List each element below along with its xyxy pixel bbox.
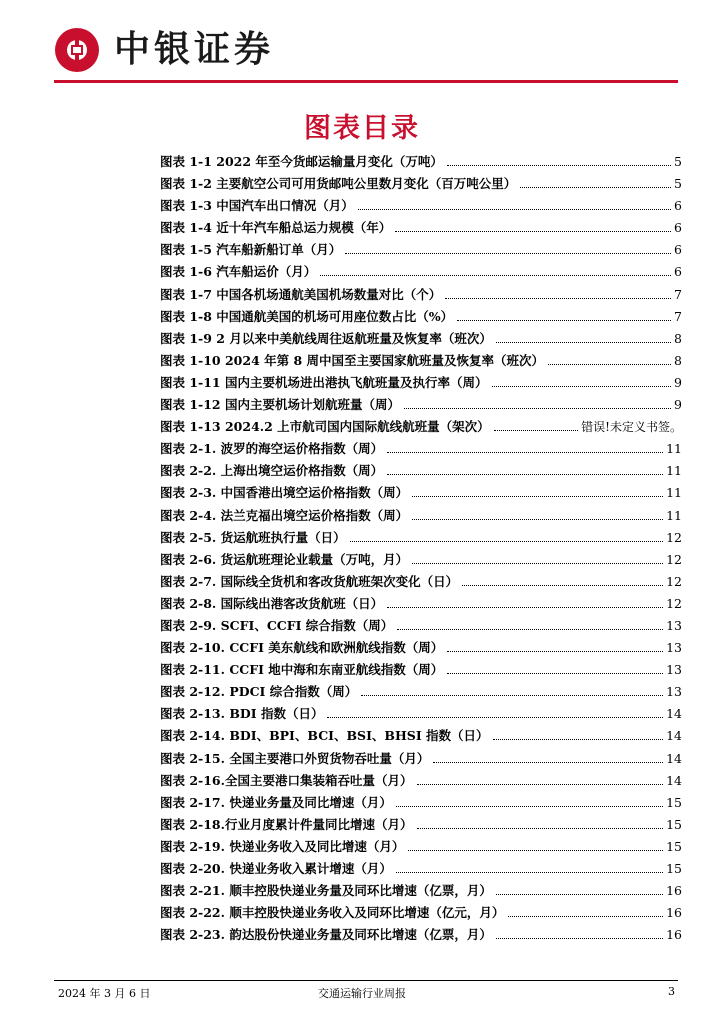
toc-entry-label: 图表 2-3. 中国香港出境空运价格指数（周）	[160, 485, 409, 501]
toc-entry-label: 图表 2-13. BDI 指数（日）	[160, 706, 324, 722]
toc-leader-dots	[412, 496, 663, 497]
toc-leader-dots	[387, 607, 663, 608]
toc-entry-page: 6	[674, 220, 682, 236]
toc-entry[interactable]	[160, 859, 682, 881]
toc-entry-page: 16	[666, 927, 682, 943]
toc-entry[interactable]	[160, 461, 682, 483]
toc-leader-dots	[320, 275, 671, 276]
header-divider	[54, 80, 678, 83]
toc-entry-label: 图表 2-22. 顺丰控股快递业务收入及同环比增速（亿元，月）	[160, 905, 505, 921]
toc-entry-page: 7	[674, 308, 682, 324]
toc-leader-dots	[520, 187, 671, 188]
toc-leader-dots	[494, 430, 578, 431]
toc-entry[interactable]	[160, 329, 682, 351]
toc-entry-label: 图表 2-19. 快递业务收入及同比增速（月）	[160, 838, 405, 854]
footer-divider	[54, 980, 678, 981]
toc-entry-page: 5	[674, 154, 682, 169]
toc-entry-label: 图表 2-9. SCFI、CCFI 综合指数（周）	[160, 617, 394, 633]
toc-leader-dots	[462, 585, 663, 586]
toc-entry-label: 图表 1-2 主要航空公司可用货邮吨公里数月变化（百万吨公里）	[160, 176, 517, 192]
toc-leader-dots	[417, 828, 664, 829]
toc-leader-dots	[433, 762, 663, 763]
toc-entry[interactable]	[160, 196, 682, 218]
footer-date: 2024 年 3 月 6 日	[58, 987, 151, 1000]
toc-entry-page: 8	[674, 330, 682, 346]
toc-entry-label: 图表 2-4. 法兰克福出境空运价格指数（周）	[160, 507, 409, 523]
toc-entry-page: 16	[666, 883, 682, 899]
toc-entry-page: 6	[674, 198, 682, 214]
toc-leader-dots	[408, 850, 663, 851]
toc-leader-dots	[445, 298, 671, 299]
toc-entry-label: 图表 1-9 2 月以来中美航线周往返航班量及恢复率（班次）	[160, 330, 492, 346]
toc-entry-label: 图表 2-21. 顺丰控股快递业务量及同环比增速（亿票，月）	[160, 883, 492, 899]
toc-entry[interactable]	[160, 417, 682, 439]
toc-entry-page: 12	[666, 529, 682, 545]
toc-entry[interactable]	[160, 483, 682, 505]
toc-entry-page: 15	[666, 794, 682, 810]
toc-entry[interactable]	[160, 616, 682, 638]
toc-entry-label: 图表 1-5 汽车船新船订单（月）	[160, 242, 342, 258]
toc-leader-dots	[387, 452, 663, 453]
toc-leader-dots	[327, 717, 663, 718]
toc-entry[interactable]	[160, 506, 682, 528]
toc-entry-label: 图表 2-14. BDI、BPI、BCI、BSI、BHSI 指数（日）	[160, 728, 489, 744]
toc-entry[interactable]	[160, 307, 682, 329]
toc-entry-label: 图表 2-12. PDCI 综合指数（周）	[160, 684, 358, 700]
toc-entry-page: 11	[666, 463, 682, 479]
toc-entry-page: 13	[666, 662, 682, 678]
toc-entry[interactable]	[160, 771, 682, 793]
toc-entry[interactable]	[160, 815, 682, 837]
page-header	[0, 0, 724, 90]
toc-leader-dots	[447, 673, 663, 674]
toc-entry-page: 11	[666, 507, 682, 523]
toc-leader-dots	[350, 541, 663, 542]
toc-entry-page: 5	[674, 176, 682, 192]
toc-entry-label: 图表 1-10 2024 年第 8 周中国至主要国家航班量及恢复率（班次）	[160, 352, 545, 368]
toc-entry[interactable]	[160, 638, 682, 660]
toc-entry[interactable]	[160, 439, 682, 461]
toc-leader-dots	[496, 342, 671, 343]
toc-leader-dots	[412, 563, 663, 564]
toc-leader-dots	[548, 364, 671, 365]
toc-entry[interactable]	[160, 903, 682, 925]
toc-entry-label: 图表 2-6. 货运航班理论业载量（万吨，月）	[160, 551, 409, 567]
toc-leader-dots	[417, 784, 664, 785]
toc-entry-label: 图表 1-8 中国通航美国的机场可用座位数占比（%）	[160, 308, 454, 324]
toc-entry-label: 图表 2-15. 全国主要港口外贸货物吞吐量（月）	[160, 750, 430, 766]
toc-entry-label: 图表 1-11 国内主要机场进出港执飞航班量及执行率（周）	[160, 374, 488, 390]
toc-entry[interactable]	[160, 837, 682, 859]
toc-entry-label: 图表 2-11. CCFI 地中海和东南亚航线指数（周）	[160, 662, 444, 678]
toc-entry[interactable]	[160, 373, 682, 395]
toc-entry-page: 14	[666, 728, 682, 744]
toc-entry[interactable]	[160, 572, 682, 594]
toc-entry-page: 15	[666, 838, 682, 854]
toc-entry[interactable]	[160, 285, 682, 307]
toc-entry-label: 图表 2-20. 快递业务收入累计增速（月）	[160, 861, 392, 876]
toc-entry-page: 9	[674, 374, 682, 390]
toc-leader-dots	[457, 320, 671, 321]
toc-entry-page: 7	[674, 286, 682, 302]
toc-leader-dots	[387, 474, 663, 475]
toc-entry[interactable]	[160, 395, 682, 417]
toc-entry[interactable]	[160, 925, 682, 947]
toc-entry-page: 错误!未定义书签。	[581, 420, 682, 435]
toc-entry-label: 图表 2-18.行业月度累计件量同比增速（月）	[160, 816, 413, 832]
toc-entry-label: 图表 1-6 汽车船运价（月）	[160, 264, 317, 280]
toc-entry-label: 图表 1-1 2022 年至今货邮运输量月变化（万吨）	[160, 154, 443, 169]
toc-entry-page: 6	[674, 242, 682, 258]
toc-entry-page: 14	[666, 772, 682, 788]
toc-entry-page: 6	[674, 264, 682, 280]
toc-entry[interactable]	[160, 174, 682, 196]
toc-entry-page: 11	[666, 485, 682, 501]
toc-leader-dots	[447, 165, 671, 166]
toc-entry[interactable]	[160, 152, 682, 174]
toc-entry-page: 8	[674, 352, 682, 368]
brand-name: 中银证券	[114, 29, 275, 70]
toc-entry[interactable]	[160, 660, 682, 682]
toc-entry-label: 图表 2-10. CCFI 美东航线和欧洲航线指数（周）	[160, 640, 444, 656]
toc-entry[interactable]	[160, 594, 682, 616]
toc-leader-dots	[395, 231, 671, 232]
table-of-figures	[160, 152, 682, 947]
toc-entry[interactable]	[160, 704, 682, 726]
toc-leader-dots	[361, 695, 663, 696]
toc-entry[interactable]	[160, 218, 682, 240]
toc-entry-page: 13	[666, 617, 682, 633]
toc-leader-dots	[412, 519, 663, 520]
toc-entry-label: 图表 2-8. 国际线出港客改货航班（日）	[160, 595, 384, 611]
toc-leader-dots	[396, 872, 663, 873]
toc-entry-label: 图表 2-23. 韵达股份快递业务量及同环比增速（亿票，月）	[160, 927, 492, 943]
toc-leader-dots	[396, 806, 663, 807]
toc-entry-label: 图表 2-1. 波罗的海空运价格指数（周）	[160, 441, 384, 457]
toc-entry-page: 16	[666, 905, 682, 921]
toc-entry-page: 14	[666, 706, 682, 722]
bank-logo-icon	[55, 28, 99, 72]
toc-entry[interactable]	[160, 793, 682, 815]
toc-entry-page: 15	[666, 861, 682, 876]
toc-entry[interactable]	[160, 528, 682, 550]
toc-leader-dots	[492, 386, 672, 387]
toc-entry-label: 图表 1-3 中国汽车出口情况（月）	[160, 198, 354, 214]
toc-entry[interactable]	[160, 726, 682, 748]
toc-entry-page: 15	[666, 816, 682, 832]
toc-entry[interactable]	[160, 262, 682, 284]
toc-entry[interactable]	[160, 550, 682, 572]
toc-entry-page: 12	[666, 551, 682, 567]
toc-leader-dots	[493, 739, 664, 740]
toc-entry-label: 图表 2-17. 快递业务量及同比增速（月）	[160, 794, 392, 810]
toc-leader-dots	[345, 253, 671, 254]
toc-leader-dots	[496, 894, 663, 895]
toc-entry[interactable]	[160, 240, 682, 262]
toc-entry-label: 图表 1-13 2024.2 上市航司国内国际航线航班量（架次）	[160, 419, 490, 435]
toc-leader-dots	[358, 209, 671, 210]
toc-entry[interactable]	[160, 682, 682, 704]
toc-entry-label: 图表 1-7 中国各机场通航美国机场数量对比（个）	[160, 286, 442, 302]
toc-leader-dots	[404, 408, 671, 409]
footer-page-number: 3	[668, 985, 675, 998]
toc-entry-page: 14	[666, 750, 682, 766]
toc-entry-page: 13	[666, 684, 682, 700]
toc-entry-page: 12	[666, 595, 682, 611]
toc-entry-label: 图表 1-4 近十年汽车船总运力规模（年）	[160, 220, 392, 236]
toc-entry-page: 12	[666, 573, 682, 589]
toc-entry[interactable]	[160, 351, 682, 373]
toc-entry-page: 13	[666, 640, 682, 656]
toc-entry-label: 图表 2-16.全国主要港口集装箱吞吐量（月）	[160, 772, 413, 788]
toc-entry-label: 图表 2-5. 货运航班执行量（日）	[160, 529, 346, 545]
toc-entry-label: 图表 1-12 国内主要机场计划航班量（周）	[160, 397, 400, 413]
toc-leader-dots	[447, 651, 663, 652]
toc-leader-dots	[496, 938, 663, 939]
toc-leader-dots	[397, 629, 663, 630]
toc-entry-page: 11	[666, 441, 682, 457]
toc-entry[interactable]	[160, 881, 682, 903]
page-title: 图表目录	[304, 113, 420, 144]
footer-report-name: 交通运输行业周报	[318, 987, 406, 1000]
toc-entry-label: 图表 2-7. 国际线全货机和客改货航班架次变化（日）	[160, 573, 459, 589]
toc-entry-page: 9	[674, 397, 682, 413]
toc-leader-dots	[508, 916, 663, 917]
toc-entry[interactable]	[160, 749, 682, 771]
toc-entry-label: 图表 2-2. 上海出境空运价格指数（周）	[160, 463, 384, 479]
